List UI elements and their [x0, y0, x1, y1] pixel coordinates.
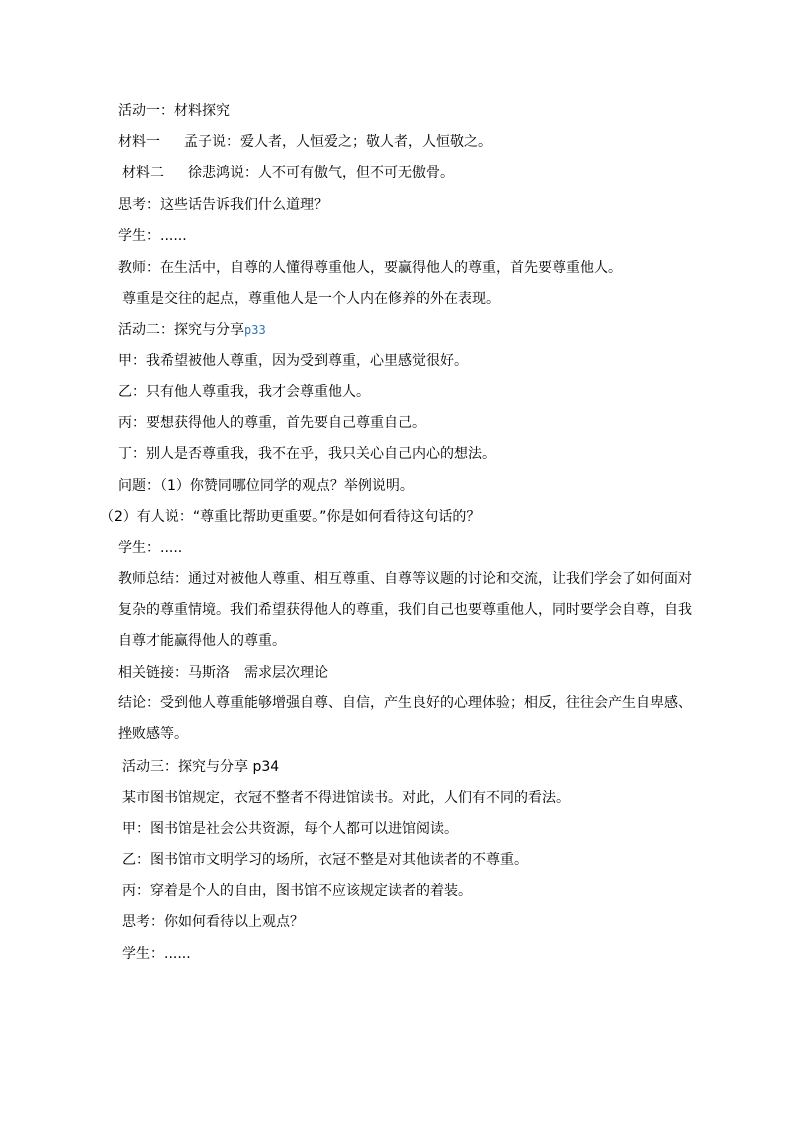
question-1-text: 问题：（1）你赞同哪位同学的观点？举例说明。 [118, 478, 414, 494]
think-question-1-text: 思考：这些话告诉我们什么道理？ [118, 197, 328, 213]
material-2 [122, 163, 454, 183]
student-answer-2-text: 学生：..... [118, 540, 183, 556]
activity-3-heading [122, 757, 279, 777]
question-1 [118, 476, 414, 496]
material-1-label: 材料一 [118, 134, 160, 150]
related-link [118, 663, 328, 683]
library-opinion-yi [122, 850, 528, 870]
think-question-3-text: 思考：你如何看待以上观点？ [122, 914, 304, 930]
opinion-bing [118, 413, 426, 433]
opinion-bing-text: 丙：要想获得他人的尊重，首先要自己尊重自己。 [118, 415, 426, 431]
respect-conclusion-text: 尊重是交往的起点，尊重他人是一个人内在修养的外在表现。 [122, 291, 500, 307]
question-2-text: （2）有人说：“尊重比帮助更重要。”你是如何看待这句话的？ [100, 509, 481, 525]
material-2-quote: 徐悲鸿说：人不可有傲气，但不可无傲骨。 [188, 165, 454, 181]
related-link-label: 相关链接：马斯洛 [118, 665, 230, 681]
related-link-topic: 需求层次理论 [244, 665, 328, 681]
student-answer-1 [118, 226, 187, 246]
student-answer-3 [122, 944, 191, 964]
material-2-label: 材料二 [122, 165, 164, 181]
library-opinion-bing-text: 丙：穿着是个人的自由，图书馆不应该规定读者的着装。 [122, 883, 472, 899]
library-rule [122, 788, 570, 808]
material-1 [118, 132, 492, 152]
activity-1-text: 活动一：材料探究 [118, 103, 230, 119]
teacher-statement [118, 258, 622, 278]
library-opinion-yi-text: 乙：图书馆市文明学习的场所，衣冠不整是对其他读者的不尊重。 [122, 852, 528, 868]
question-2 [100, 507, 480, 527]
conclusion-text: 结论：受到他人尊重能够增强自尊、自信，产生良好的心理体验；相反，往往会产生自卑感、挫败感等。 [118, 695, 692, 742]
student-answer-1-text: 学生：...... [118, 228, 187, 244]
opinion-ding [118, 444, 496, 464]
opinion-jia-text: 甲：我希望被他人尊重，因为受到尊重，心里感觉很好。 [118, 353, 468, 369]
activity-3-text: 活动三：探究与分享 p34 [122, 759, 280, 775]
student-answer-2 [118, 538, 182, 558]
teacher-summary [118, 564, 704, 657]
student-answer-3-text: 学生：...... [122, 946, 191, 962]
library-opinion-jia-text: 甲：图书馆是社会公共资源，每个人都可以进馆阅读。 [122, 821, 458, 837]
activity-2-text: 活动二：探究与分享 [118, 322, 244, 338]
library-opinion-bing [122, 881, 472, 901]
material-1-quote: 孟子说：爱人者，人恒爱之；敬人者，人恒敬之。 [184, 134, 492, 150]
opinion-yi [118, 382, 370, 402]
activity-2-heading [118, 320, 266, 340]
respect-conclusion [122, 289, 500, 309]
activity-1-heading [118, 101, 230, 121]
page-ref-link-p33[interactable]: p33 [244, 323, 266, 337]
teacher-summary-text: 教师总结：通过对被他人尊重、相互尊重、自尊等议题的讨论和交流，让我们学会了如何面对复杂的尊重情境。我们希望获得他人的尊重，我们自己也要尊重他人，同时要学会自尊，自我自尊才能赢得他人的尊重。 [118, 571, 692, 649]
opinion-ding-text: 丁：别人是否尊重我，我不在乎，我只关心自己内心的想法。 [118, 446, 496, 462]
think-question-1 [118, 195, 328, 215]
library-rule-text: 某市图书馆规定，衣冠不整者不得进馆读书。对此，人们有不同的看法。 [122, 790, 570, 806]
teacher-statement-text: 教师：在生活中，自尊的人懂得尊重他人，要赢得他人的尊重，首先要尊重他人。 [118, 260, 622, 276]
conclusion [118, 688, 704, 750]
library-opinion-jia [122, 819, 458, 839]
opinion-jia [118, 351, 468, 371]
think-question-3 [122, 912, 304, 932]
opinion-yi-text: 乙：只有他人尊重我，我才会尊重他人。 [118, 384, 370, 400]
